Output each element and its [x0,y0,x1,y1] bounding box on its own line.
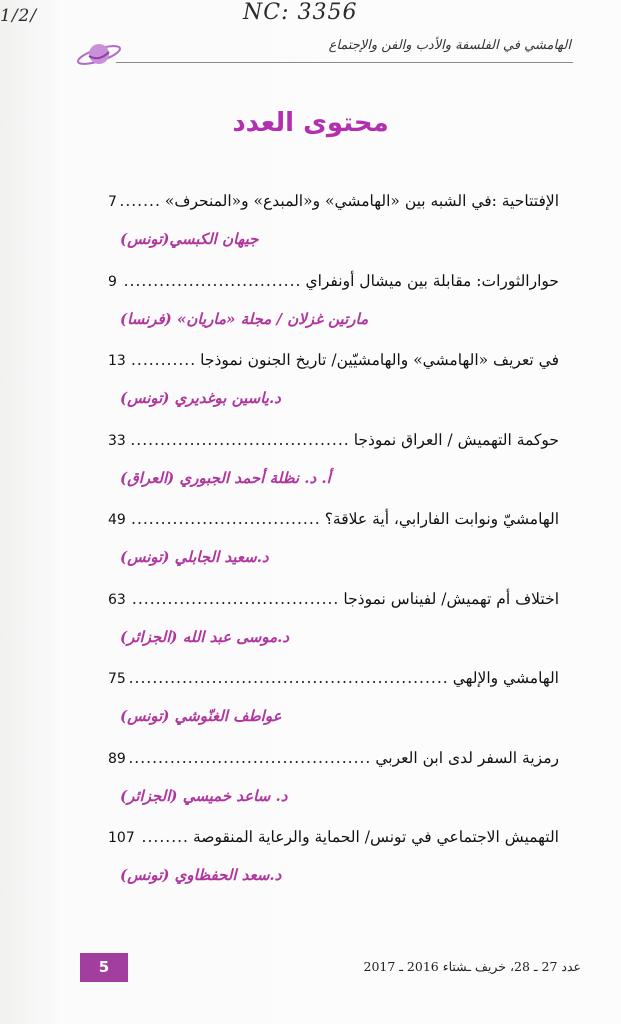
toc-entry [108,351,559,369]
toc-entry-title: حوكمة التهميش / العراق نموذجا [353,430,559,449]
toc-leader-dots [130,351,196,369]
toc-leader-dots [130,431,350,449]
toc-entry-page: 13 [108,353,126,369]
toc-entry-author: د.سعد الحفظاوي (تونس) [120,866,282,884]
toc-leader-dots [139,828,189,846]
toc-leader-dots [121,192,161,210]
toc-entry [108,828,559,846]
toc-leader-dots [130,510,321,528]
toc-leader-dots [130,669,449,687]
toc-entry-author: د.موسى عبد الله (الجزائر) [120,627,290,646]
toc-entry-title: اختلاف أم تهميش/ لفيناس نموذجا [343,589,559,608]
toc-entry-title: الإفتتاحية :في الشبه بين «الهامشي» و«المبدع» و«المنحرف» [164,192,559,210]
toc-entry-title: الهامشي والإلهي [452,669,559,687]
toc-entry-page: 107 [108,830,135,846]
toc-entry [108,590,559,608]
planet-logo-icon [75,36,123,72]
toc-entry-page: 7 [108,194,117,210]
toc-leader-dots [130,749,372,767]
toc-leader-dots [121,272,302,290]
toc-entry-page: 75 [108,671,126,687]
toc-entry [108,431,559,449]
toc-entry [108,749,559,767]
toc-entry-page: 89 [108,750,126,767]
toc-entry-page: 49 [108,512,126,528]
toc-entry-author: أ. د. نظلة أحمد الجبوري (العراق) [120,468,331,487]
header-divider [116,62,573,63]
toc-entry-author: د.سعيد الجابلي (تونس) [120,548,269,566]
contents-heading: محتوى العدد [232,108,389,138]
toc-leader-dots [130,590,340,608]
handwritten-corner-note: 1/2/ [0,6,38,26]
toc-entry [108,510,559,528]
toc-entry-author: د. ساعد خميسي (الجزائر) [120,786,288,805]
toc-entry-author: عواطف الغنّوشي (تونس) [120,707,282,725]
toc-entry-page: 33 [108,432,126,449]
toc-entry-title: رمزية السفر لدى ابن العربي [375,748,559,767]
toc-entry-title: الهامشيّ ونوابت الفارابي، أية علاقة؟ [324,510,559,528]
toc-entry [108,272,559,290]
toc-entry-author: جيهان الكبسي(تونس) [120,230,259,248]
toc-entry [108,192,559,210]
toc-entry-page: 63 [108,591,126,608]
toc-entry-author: مارتين غزلان / مجلة «ماريان» (فرنسا) [120,309,369,328]
handwritten-catalog-number: NC: 3356 [243,0,358,25]
issue-info: عدد 27 ـ 28، خريف ـشتاء 2016 ـ 2017 [363,959,581,974]
toc-entry-title: في تعريف «الهامشي» والهامشيّين/ تاريخ الجنون نموذجا [200,351,559,369]
running-header-title: الهامشي في الفلسفة والأدب والفن والإجتماع [328,38,571,53]
toc-entry-title: التهميش الاجتماعي في تونس/ الحماية والرعاية المنقوصة [192,828,559,846]
toc-entry-author: د.ياسين بوغديري (تونس) [120,389,281,407]
toc-entry-page: 9 [108,273,117,290]
toc-entry [108,669,559,687]
toc-entry-title: حوارالثورات: مقابلة بين ميشال أونفراي [305,271,559,290]
page-number-badge: 5 [80,953,128,982]
